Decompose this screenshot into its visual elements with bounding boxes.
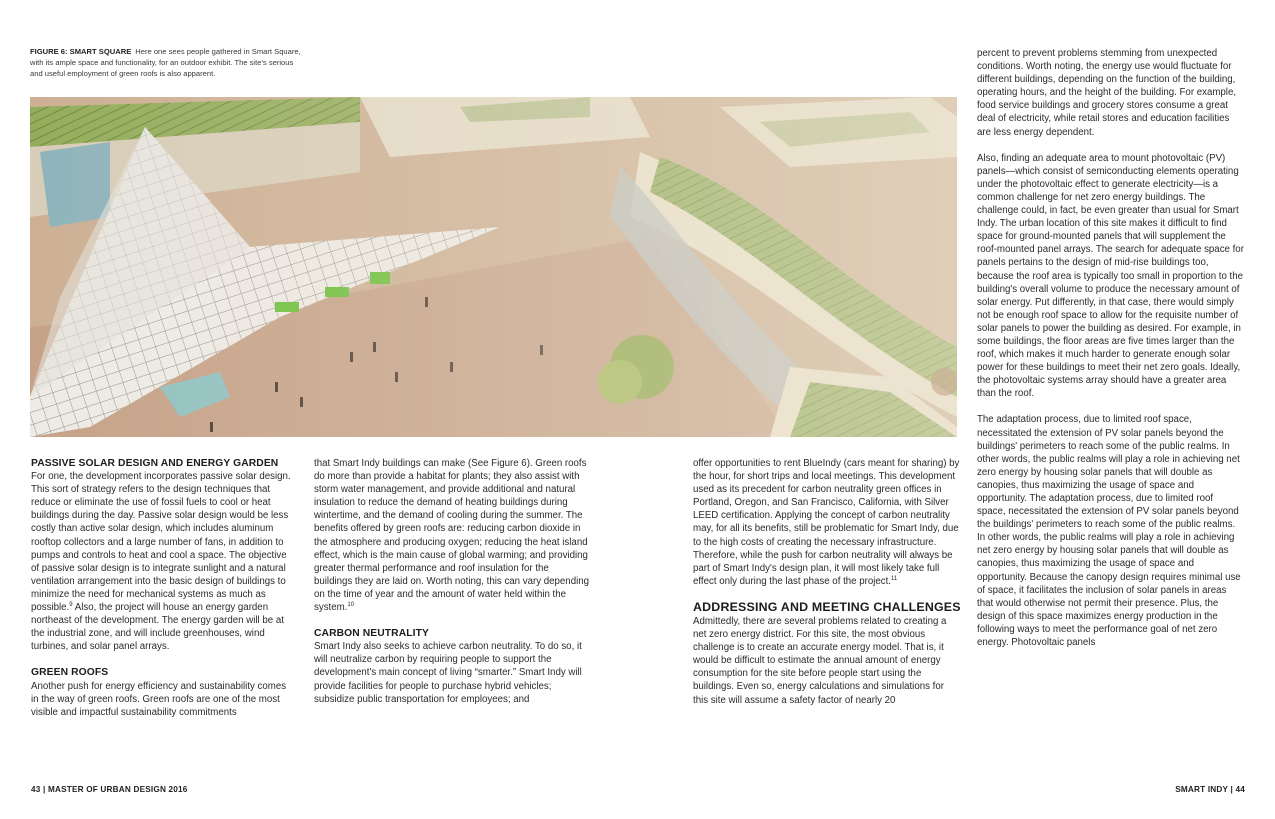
figure-smart-square-image [30, 97, 957, 437]
green-roofs-paragraph-cont [314, 457, 589, 614]
carbon-neutrality-text: offer opportunities to rent BlueIndy (cars meant for sharing) by the hour, for short trips and local meetings. This development used as its precedent for carbon neutrality green offices in Portland, Oregon, and San Francisco, California, with Silver LEED certification. Applying the concept of carbon neutrality may, for all its benefits, still be problematic for Smart Indy, due to the high costs of creating the necessary infrastructure. Therefore, while the push for carbon neutrality will always be part of Smart Indy's design plan, it will most likely take full effect only during the last phase of the project. [693, 458, 960, 587]
column-4 [977, 47, 1244, 649]
figure-caption-text: Here one sees people gathered in Smart Square, with its ample space and functionality, for an outdoor exhibit. The site's serious and useful employment of green roofs is also apparent. [30, 47, 301, 79]
column-2 [314, 457, 589, 706]
green-roofs-paragraph-start: Another push for energy efficiency and sustainability comes in the way of green roofs. Green roofs are one of the most visible and impactful sustainability commitments [31, 680, 287, 718]
column-3 [693, 457, 961, 707]
challenges-paragraph-start: Admittedly, there are several problems related to creating a net zero energy district. For this site, the most obvious challenge is to create an accurate energy model. That is, it would be difficult to estimate the annual amount of energy consumption for the site before people start using the buildings. Even so, energy calculations and simulations for this site will assume a safety factor of nearly 20 [693, 615, 947, 706]
smart-square-rendering [30, 97, 957, 437]
carbon-neutrality-paragraph-start: Smart Indy also seeks to achieve carbon neutrality. To do so, it will neutralize carbon by requiring people to support the development's main concept of living “smarter.” Smart Indy will provide facilities for people to purchase hybrid vehicles; subsidize public transportation for employees; and [314, 641, 582, 705]
heading-green-roofs: GREEN ROOFS [31, 667, 109, 679]
adaptation-process-paragraph: The adaptation process, due to limited roof space, necessitated the extension of PV solar panels beyond the buildings' perimeters to reach some of the public realms. In other words, the public realms will play a role in achieving net zero energy by housing solar panels that will double as canopies, thus maximizing the usage of space and opportunity. The adaptation process, due to limited roof space, necessitated the extension of PV solar panels beyond the buildings' perimeters to reach some of the public realms. In other words, the public realms will play a role in achieving net zero energy by housing solar panels that will double as canopies, thus maximizing the usage of space and opportunity. Because the canopy design requires minimal use of space, it facilitates the inclusion of solar panels in areas that would otherwise not permit their presence. Plus, the design of this space maximizes energy production in the following ways to meet the performance goal of net zero energy. Photovoltaic panels [977, 414, 1241, 649]
figure-caption [30, 46, 305, 80]
passive-solar-text-b: Also, the project will house an energy garden northeast of the development. The energy garden will be at the industrial zone, and will include greenhouses, wind turbines, and solar panel arrays. [31, 602, 284, 653]
footnote-10: 10 [347, 601, 355, 608]
heading-carbon-neutrality: CARBON NEUTRALITY [314, 628, 429, 640]
footnote-9: 9 [69, 601, 73, 608]
passive-solar-paragraph [31, 470, 293, 653]
carbon-neutrality-paragraph-cont [693, 457, 961, 588]
figure-label: FIGURE 6: SMART SQUARE [30, 47, 132, 56]
pv-panels-paragraph: Also, finding an adequate area to mount photovoltaic (PV) panels—which consist of semiconducting elements operating under the photovoltaic effect to generate electricity—is a common challenge for net zero energy buildings. The challenge could, in fact, be even greater than usual for Smart Indy. The urban location of this site makes it difficult to find space for ground-mounted panels that will supplement the roof-mounted panel arrays. The search for adequate space for panels pertains to the design of mid-rise buildings too, because the roof area is typically too small in proportion to the building's overall volume to produce the necessary amount of solar energy. Put differently, in that case, there would simply not be enough roof space to allow for the requisite number of solar panels to power the building as desired. For example, in some buildings, the floor areas are five times larger than the roof, which makes it much harder to generate enough solar power for these buildings to meet their net zero goals. Ideally, the photovoltaic systems array should have a greater area than the roof. [977, 152, 1244, 400]
green-roofs-text: that Smart Indy buildings can make (See Figure 6). Green roofs do more than provide a habitat for plants; they also assist with storm water management, and provide additional and natural insulation to reduce the demand of heating buildings during wintertime, and the demand of cooling during the summer. The benefits offered by green roofs are: reducing carbon dioxide in the atmosphere and producing oxygen; reducing the heat island effect, which is the main cause of global warming; and providing greater thermal performance and roof insulation for the buildings they are laid on. Worth noting, this can vary depending on the time of year and the amount of water held within the system. [314, 458, 590, 614]
footer-left-page-number: 43 | MASTER OF URBAN DESIGN 2016 [31, 785, 188, 794]
footnote-11: 11 [891, 575, 898, 582]
challenges-paragraph-cont: percent to prevent problems stemming from unexpected conditions. Worth noting, the energy use would fluctuate for different buildings, depending on the function of the building, operating hours, and the height of the building. For example, food service buildings and grocery stores consume a great deal of electricity, while retail stores and education facilities are less energy dependent. [977, 48, 1237, 138]
heading-passive-solar: PASSIVE SOLAR DESIGN AND ENERGY GARDEN [31, 458, 279, 469]
heading-challenges: ADDRESSING AND MEETING CHALLENGES [693, 599, 961, 614]
passive-solar-text-a: For one, the development incorporates passive solar design. This sort of strategy refers to the design techniques that reduce or eliminate the use of fossil fuels to cool or heat buildings during the day. Passive solar design would be less costly than active solar design, which includes aluminum rooftop collectors and a large number of fans, in addition to pumps and controls to heat and cool a space. The objective of passive solar design is to integrate sunlight and a natural ventilation arrangement into the basic design of buildings to minimize the need for mechanical systems as much as possible. [31, 471, 291, 614]
footer-right-page-number: SMART INDY | 44 [1175, 785, 1245, 794]
column-1 [31, 457, 293, 719]
